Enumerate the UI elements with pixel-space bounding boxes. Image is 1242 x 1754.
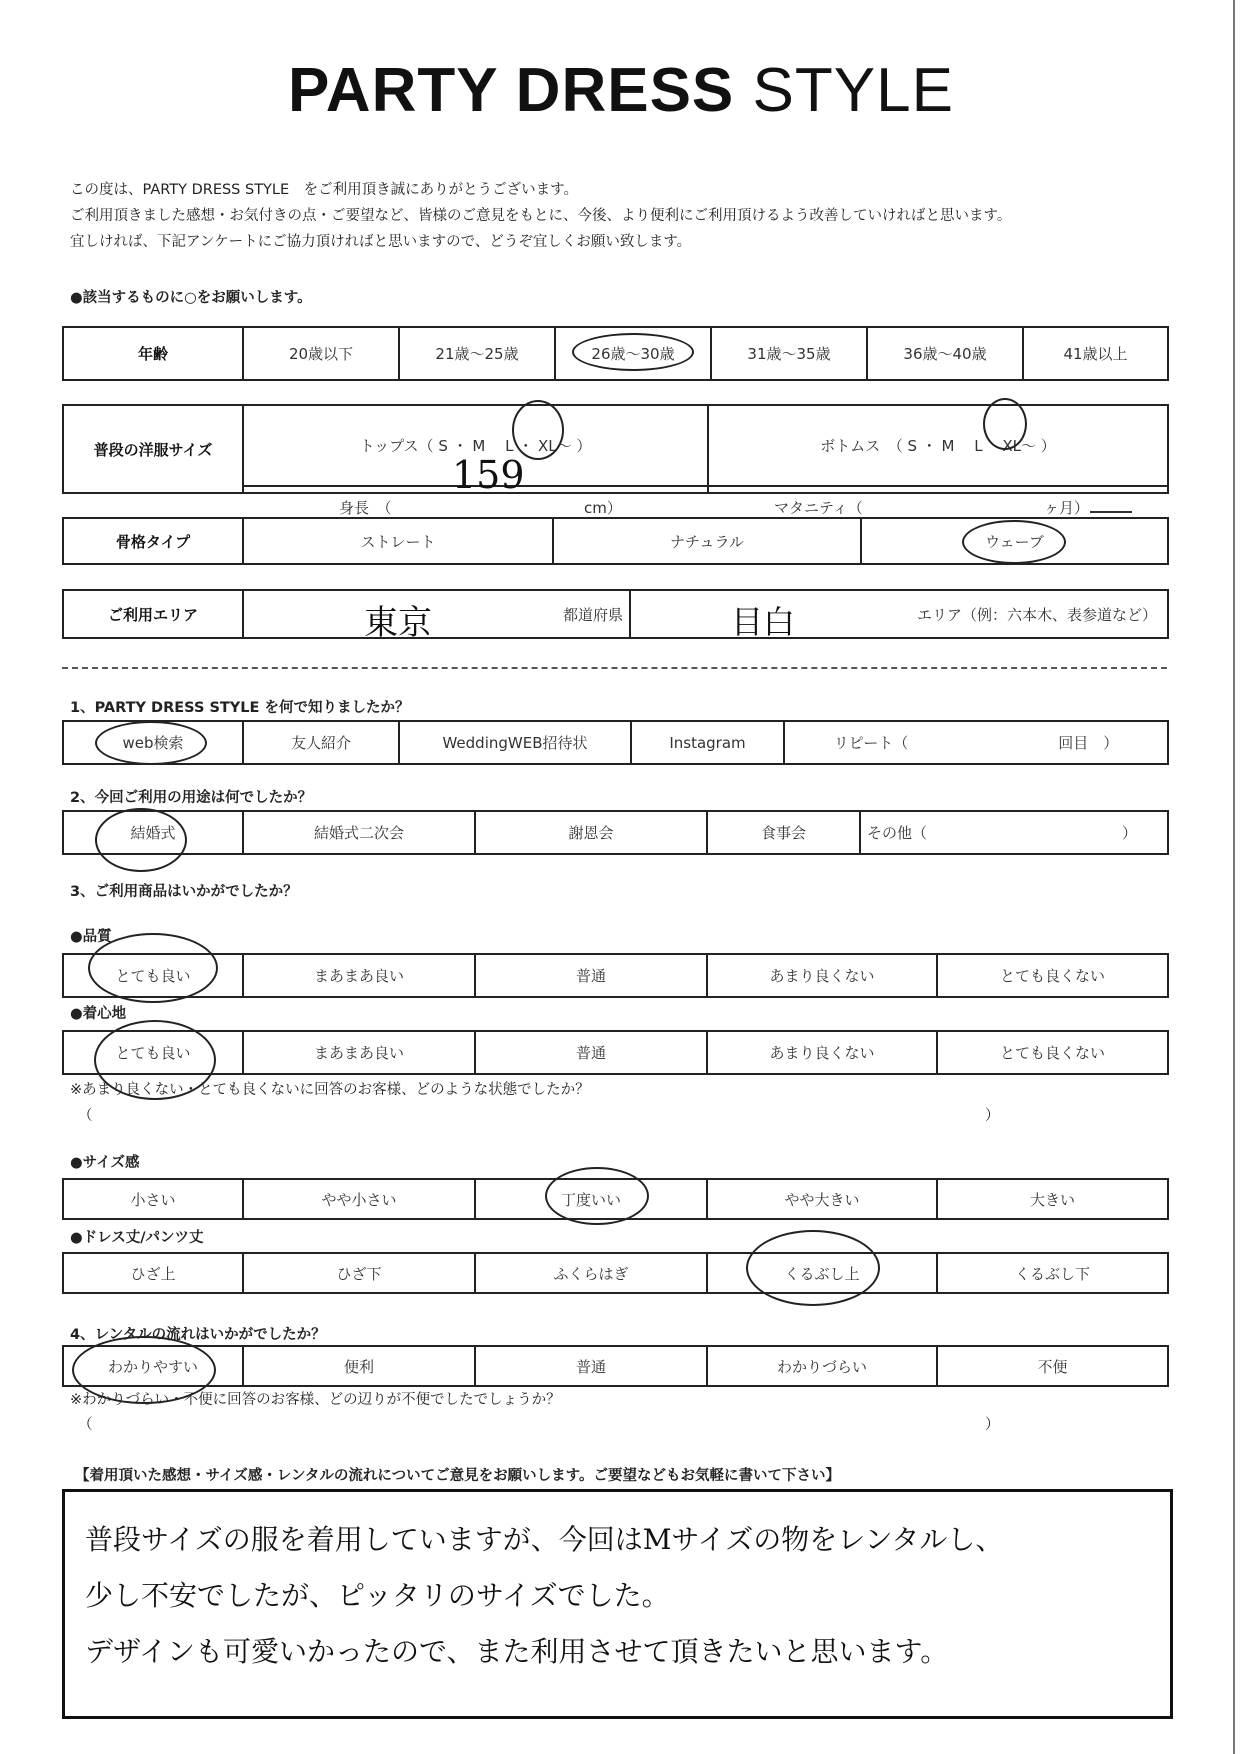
q1-table xyxy=(62,720,1169,765)
comfort-option[interactable]: まあまあ良い xyxy=(243,1031,475,1074)
q1-title: 1、PARTY DRESS STYLE を何で知りましたか？ xyxy=(70,700,410,716)
q1-option-selected[interactable]: web検索 xyxy=(63,721,243,764)
comfort-option[interactable]: とても良くない xyxy=(937,1031,1168,1074)
prefecture-field[interactable] xyxy=(243,590,630,643)
quality-option[interactable]: 普通 xyxy=(475,954,707,997)
paren-close: ） xyxy=(985,1108,1000,1124)
age-option[interactable]: 21歳～25歳 xyxy=(399,327,555,380)
intro-line: 宜しければ、下記アンケートにご協力頂ければと思いますので、どうぞ宜しくお願い致します。 xyxy=(70,234,692,250)
q4-option[interactable]: 便利 xyxy=(243,1346,475,1386)
length-option[interactable]: ふくらはぎ xyxy=(475,1253,707,1293)
selection-circle xyxy=(95,808,187,872)
length-option[interactable]: くるぶし下 xyxy=(937,1253,1168,1293)
comfort-option-selected[interactable]: とても良い xyxy=(63,1031,243,1074)
area-field[interactable] xyxy=(630,590,1168,641)
q4-note: ※わかりづらい・不便に回答のお客様、どの辺りが不便でしたでしょうか？ xyxy=(70,1392,561,1408)
length-option[interactable]: ひざ下 xyxy=(243,1253,475,1293)
comfort-option[interactable]: 普通 xyxy=(475,1031,707,1074)
q2-option[interactable]: 結婚式二次会 xyxy=(243,811,475,854)
instruction: ●該当するものに○をお願いします。 xyxy=(70,290,312,306)
length-option[interactable]: ひざ上 xyxy=(63,1253,243,1293)
age-option[interactable]: 20歳以下 xyxy=(243,327,399,380)
area-handwriting: 目白 xyxy=(731,603,796,641)
comfort-label: ●着心地 xyxy=(70,1006,127,1022)
maternity-prefix: マタニティ（ xyxy=(774,498,863,517)
quality-option[interactable]: とても良くない xyxy=(937,954,1168,997)
selection-circle xyxy=(545,1167,649,1225)
intro-text xyxy=(70,177,1011,255)
q2-option[interactable]: その他（ ） xyxy=(860,811,1168,854)
fit-option-selected[interactable]: 丁度いい xyxy=(475,1179,707,1219)
maternity-suffix: ヶ月） xyxy=(1044,498,1090,517)
height-prefix: 身長 （ xyxy=(339,498,392,517)
size-label: 普段の洋服サイズ xyxy=(63,405,243,493)
q4-option[interactable]: 普通 xyxy=(475,1346,707,1386)
height-handwriting: 159 xyxy=(452,453,525,497)
quality-table xyxy=(62,953,1169,998)
page-title: PARTY DRESS STYLE xyxy=(288,56,954,125)
bone-option-selected[interactable]: ウェーブ xyxy=(861,518,1168,564)
comment-title: 【着用頂いた感想・サイズ感・レンタルの流れについてご意見をお願いします。ご要望などもお気軽に書いて下さい】 xyxy=(75,1468,840,1484)
paren-open: （ xyxy=(78,1108,93,1124)
height-suffix: cm） xyxy=(584,498,622,517)
age-option[interactable]: 41歳以上 xyxy=(1023,327,1168,380)
q4-option[interactable]: わかりづらい xyxy=(707,1346,937,1386)
comment-box[interactable] xyxy=(62,1489,1173,1719)
q1-option[interactable]: リピート（ 回目 ） xyxy=(784,721,1168,764)
intro-line: この度は、PARTY DRESS STYLE をご利用頂き誠にありがとうございます。 xyxy=(70,182,578,198)
selection-circle xyxy=(962,520,1066,564)
q4-table xyxy=(62,1345,1169,1387)
fit-option[interactable]: 大きい xyxy=(937,1179,1168,1219)
selection-circle xyxy=(746,1230,880,1306)
quality-label: ●品質 xyxy=(70,929,112,945)
q1-option[interactable]: WeddingWEB招待状 xyxy=(399,721,631,764)
q2-option[interactable]: 謝恩会 xyxy=(475,811,707,854)
comment-line: デザインも可愛いかったので、また利用させて頂きたいと思います。 xyxy=(85,1635,949,1668)
length-table xyxy=(62,1252,1169,1294)
prefecture-label: 都道府県 xyxy=(562,606,623,624)
bottoms-size[interactable]: ボトムス （ S ・ M L XL～ ） xyxy=(708,405,1168,486)
selection-circle xyxy=(512,400,564,460)
area-example-label: エリア（例：六本木、表参道など） xyxy=(916,606,1157,624)
comfort-option[interactable]: あまり良くない xyxy=(707,1031,937,1074)
q4-option-selected[interactable]: わかりやすい xyxy=(63,1346,243,1386)
q3-note: ※あまり良くない・とても良くないに回答のお客様、どのような状態でしたか？ xyxy=(70,1082,590,1098)
q1-option[interactable]: Instagram xyxy=(631,721,784,764)
prefecture-handwriting: 東京 xyxy=(364,603,432,643)
fit-option[interactable]: やや大きい xyxy=(707,1179,937,1219)
q4-title: 4、レンタルの流れはいかがでしたか？ xyxy=(70,1327,326,1343)
maternity-field[interactable] xyxy=(708,486,1168,517)
bone-option[interactable]: ストレート xyxy=(243,518,553,564)
divider xyxy=(62,667,1167,669)
fit-option[interactable]: やや小さい xyxy=(243,1179,475,1219)
quality-option[interactable]: まあまあ良い xyxy=(243,954,475,997)
paren-open: （ xyxy=(78,1417,93,1433)
age-label: 年齢 xyxy=(63,327,243,380)
length-option-selected[interactable]: くるぶし上 xyxy=(707,1253,937,1293)
q4-option[interactable]: 不便 xyxy=(937,1346,1168,1386)
page-edge-line xyxy=(1233,0,1235,1754)
age-option-selected[interactable]: 26歳～30歳 xyxy=(555,327,711,380)
comment-line: 少し不安でしたが、ピッタリのサイズでした。 xyxy=(85,1579,670,1612)
q2-option-selected[interactable]: 結婚式 xyxy=(63,811,243,854)
fit-option[interactable]: 小さい xyxy=(63,1179,243,1219)
age-option[interactable]: 36歳～40歳 xyxy=(867,327,1023,380)
q2-option[interactable]: 食事会 xyxy=(707,811,860,854)
q2-title: 2、今回ご利用の用途は何でしたか？ xyxy=(70,790,313,806)
selection-circle xyxy=(572,333,694,371)
length-label: ●ドレス丈/パンツ丈 xyxy=(70,1230,204,1246)
q1-option[interactable]: 友人紹介 xyxy=(243,721,399,764)
q2-table xyxy=(62,810,1169,855)
area-label: ご利用エリア xyxy=(63,590,243,638)
stray-line xyxy=(1090,511,1132,513)
bone-label: 骨格タイプ xyxy=(63,518,243,564)
comfort-table xyxy=(62,1030,1169,1075)
quality-option[interactable]: あまり良くない xyxy=(707,954,937,997)
selection-circle xyxy=(983,398,1027,450)
q3-title: 3、ご利用商品はいかがでしたか？ xyxy=(70,884,298,900)
area-table xyxy=(62,589,1169,643)
age-option[interactable]: 31歳～35歳 xyxy=(711,327,867,380)
bone-option[interactable]: ナチュラル xyxy=(553,518,861,564)
selection-circle xyxy=(88,933,218,1003)
quality-option-selected[interactable]: とても良い xyxy=(63,954,243,997)
selection-circle xyxy=(95,721,207,765)
fit-label: ●サイズ感 xyxy=(70,1155,140,1171)
paren-close: ） xyxy=(985,1417,1000,1433)
intro-line: ご利用頂きました感想・お気付きの点・ご要望など、皆様のご意見をもとに、今後、より便利にご利用頂けるよう改善していければと思います。 xyxy=(70,208,1012,224)
comment-line: 普段サイズの服を着用していますが、今回はMサイズの物をレンタルし、 xyxy=(85,1523,1004,1556)
tops-size[interactable]: トップス（ S ・ M L ・ XL～ ） xyxy=(243,405,708,486)
